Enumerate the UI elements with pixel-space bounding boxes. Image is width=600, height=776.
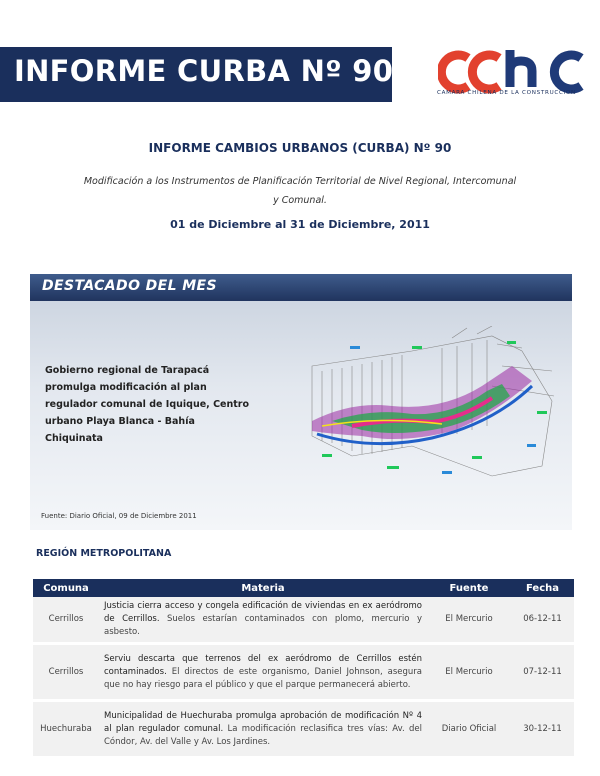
region-title: REGIÓN METROPOLITANA xyxy=(36,548,172,559)
cell-fuente: Diario Oficial xyxy=(427,701,511,758)
column-header-comuna: Comuna xyxy=(33,579,99,597)
table-row xyxy=(33,644,574,701)
cell-comuna: Huechuraba xyxy=(33,701,99,758)
column-header-materia: Materia xyxy=(99,579,427,597)
cell-materia xyxy=(99,644,427,701)
urban-changes-table xyxy=(33,579,574,759)
highlight-of-month-box xyxy=(30,274,572,530)
report-title: INFORME CURBA Nº 90 xyxy=(14,54,394,88)
cell-materia xyxy=(99,597,427,644)
highlight-header-bar xyxy=(30,274,572,301)
document-heading: INFORME CAMBIOS URBANOS (CURBA) Nº 90 xyxy=(148,141,452,155)
highlight-description: Gobierno regional de Tarapacá promulga modificación al plan regulador comunal de Iquique, Centro urbano Playa Blanca - Bahía Chiquinata xyxy=(45,365,249,444)
materia-lead: Justicia cierra acceso y congela edificación de viviendas en ex aeródromo de Cerrillos. xyxy=(104,601,422,624)
cell-comuna: Cerrillos xyxy=(33,644,99,701)
materia-lead: Serviu descarta que terrenos del ex aeródromo de Cerrillos estén contaminados. xyxy=(104,653,422,677)
cell-fuente: El Mercurio xyxy=(427,644,511,701)
document-date-range: 01 de Diciembre al 31 de Diciembre, 2011 xyxy=(170,218,430,231)
column-header-fuente: Fuente xyxy=(427,579,511,597)
urban-plan-map xyxy=(292,326,570,506)
highlight-label: DESTACADO DEL MES xyxy=(42,278,217,294)
report-title-banner xyxy=(0,47,392,102)
logo-caption: CAMARA CHILENA DE LA CONSTRUCCION xyxy=(437,90,576,96)
cell-comuna: Cerrillos xyxy=(33,597,99,644)
cell-materia xyxy=(99,701,427,758)
table-row xyxy=(33,701,574,758)
column-header-fecha: Fecha xyxy=(511,579,574,597)
materia-lead: Municipalidad de Huechuraba promulga aprobación de modificación Nº 4 al plan regulador comunal. xyxy=(104,710,422,734)
cell-fecha: 30-12-11 xyxy=(511,701,574,758)
highlight-source: Fuente: Diario Oficial, 09 de Diciembre 2011 xyxy=(41,512,197,520)
materia-body: Suelos estarían contaminados con plomo, mercurio y asbesto. xyxy=(104,614,422,637)
table-header-row xyxy=(33,579,574,597)
materia-body: El directos de este organismo, Daniel Johnson, asegura que no hay riesgo para el público y que el parque permanecerá abierto. xyxy=(104,666,422,690)
cell-fecha: 07-12-11 xyxy=(511,644,574,701)
table-row xyxy=(33,597,574,644)
document-subtitle: Modificación a los Instrumentos de Planificación Territorial de Nivel Regional, Intercomunal y Comunal. xyxy=(83,176,517,206)
cell-fuente: El Mercurio xyxy=(427,597,511,644)
materia-body: La modificación reclasifica tres vías: Av. del Cóndor, Av. del Valle y Av. Los Jardines. xyxy=(104,723,423,747)
cell-fecha: 06-12-11 xyxy=(511,597,574,644)
